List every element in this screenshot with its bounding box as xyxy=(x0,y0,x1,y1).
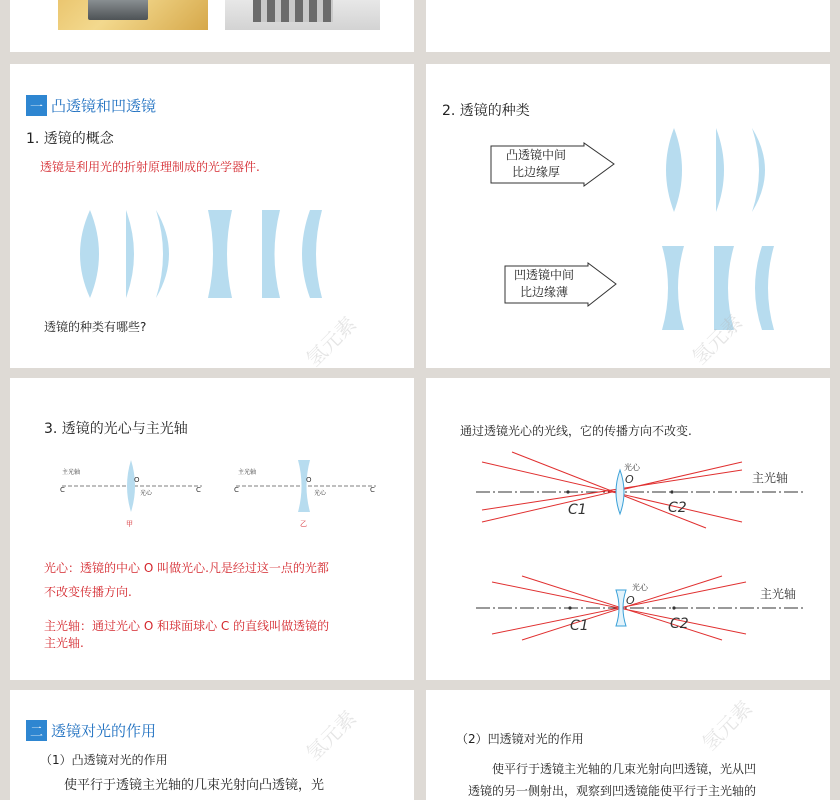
section-number: 二 xyxy=(26,720,47,741)
plano-convex-lens xyxy=(126,210,134,298)
axis-line2: 主光轴. xyxy=(44,636,84,650)
watermark: 氢元素 xyxy=(687,309,747,370)
body-text: 使平行于透镜主光轴的几束光射向凸透镜，光 xyxy=(64,778,325,793)
diag-c-left-a: C xyxy=(60,486,65,494)
o-label-bottom: O xyxy=(626,594,635,607)
diag-o-a: O xyxy=(134,476,140,484)
slide-optical-center xyxy=(10,378,414,680)
axis-line1: 主光轴：通过光心 O 和球面球心 C 的直线叫做透镜的 xyxy=(44,619,330,633)
section-title: 凸透镜和凹透镜 xyxy=(51,97,157,115)
watermark: 氢元素 xyxy=(697,695,757,756)
heading: 1. 透镜的概念 xyxy=(26,131,114,147)
watermark: 氢元素 xyxy=(301,705,361,766)
section-title: 透镜对光的作用 xyxy=(51,722,157,740)
meniscus-concave-lens xyxy=(302,210,322,298)
slide-rays xyxy=(426,378,830,680)
photo-right xyxy=(225,0,380,30)
ray-diagrams xyxy=(426,440,830,680)
c1-label-bottom: C1 xyxy=(570,618,589,634)
convex-box-line2: 比边缘厚 xyxy=(512,165,561,179)
optical-center-line2: 不改变传播方向. xyxy=(44,585,132,599)
lens-shapes xyxy=(10,206,414,306)
watermark: 氢元素 xyxy=(301,311,361,372)
diag-c-left-b: C xyxy=(234,486,239,494)
definition-text: 透镜是利用光的折射原理制成的光学器件. xyxy=(40,160,260,174)
diag-center-a: 光心 xyxy=(140,490,153,497)
section-number: 一 xyxy=(26,95,47,116)
meniscus-concave-lens xyxy=(755,246,774,330)
plano-convex-lens xyxy=(716,128,724,212)
slide-top-right xyxy=(426,0,830,52)
c2-label-top: C2 xyxy=(668,500,687,516)
diag-axis-label-a: 主光轴 xyxy=(62,469,81,476)
slide-convex-effect xyxy=(10,690,414,800)
axis-diagram xyxy=(10,458,414,528)
biconvex-lens xyxy=(666,128,682,212)
meniscus-convex-lens xyxy=(752,128,765,212)
section-header xyxy=(26,95,156,116)
center-label-top: 光心 xyxy=(624,463,640,472)
plano-concave-lens xyxy=(262,210,280,298)
center-label-bottom: 光心 xyxy=(632,583,648,592)
heading: 2. 透镜的种类 xyxy=(442,103,530,119)
slide-lens-concept xyxy=(10,64,414,372)
diag-o-b: O xyxy=(306,476,312,484)
concave-box-line2: 比边缘薄 xyxy=(520,285,569,299)
heading: 3. 透镜的光心与主光轴 xyxy=(44,421,188,437)
question-text: 透镜的种类有哪些? xyxy=(44,320,147,334)
statement-text: 通过透镜光心的光线，它的传播方向不改变. xyxy=(460,424,692,438)
diag-axis-label-b: 主光轴 xyxy=(238,469,257,476)
diag-caption-b: 乙 xyxy=(300,520,307,528)
convex-lens-group xyxy=(656,126,796,216)
section-header xyxy=(26,720,156,741)
convex-box-line1: 凸透镜中间 xyxy=(506,148,567,162)
biconcave-lens xyxy=(662,246,684,330)
slide-lens-types xyxy=(426,64,830,368)
slide-concave-effect xyxy=(426,690,830,800)
biconvex-lens xyxy=(80,210,99,298)
c2-label-bottom: C2 xyxy=(670,616,689,632)
c1-label-top: C1 xyxy=(568,502,587,518)
photo-left xyxy=(58,0,208,30)
slide-top-left xyxy=(10,0,414,52)
o-label-top: O xyxy=(625,473,634,486)
biconcave-lens xyxy=(208,210,232,298)
diag-c-right-a: C xyxy=(196,486,201,494)
sub-heading: （2）凹透镜对光的作用 xyxy=(456,732,584,746)
axis-label-top: 主光轴 xyxy=(752,471,789,485)
concave-box-line1: 凹透镜中间 xyxy=(514,268,575,282)
optical-center-line1: 光心：透镜的中心 O 叫做光心.凡是经过这一点的光都 xyxy=(44,561,329,575)
sub-heading: （1）凸透镜对光的作用 xyxy=(40,753,168,767)
meniscus-convex-lens xyxy=(156,210,169,298)
diag-center-b: 光心 xyxy=(314,490,327,497)
diag-caption-a: 甲 xyxy=(126,520,133,528)
body-line2: 透镜的另一侧射出，观察到凹透镜能使平行于主光轴的 xyxy=(468,784,757,798)
diag-c-right-b: C xyxy=(370,486,375,494)
axis-label-bottom: 主光轴 xyxy=(760,587,797,601)
body-line1: 使平行于透镜主光轴的几束光射向凹透镜，光从凹 xyxy=(492,762,757,776)
